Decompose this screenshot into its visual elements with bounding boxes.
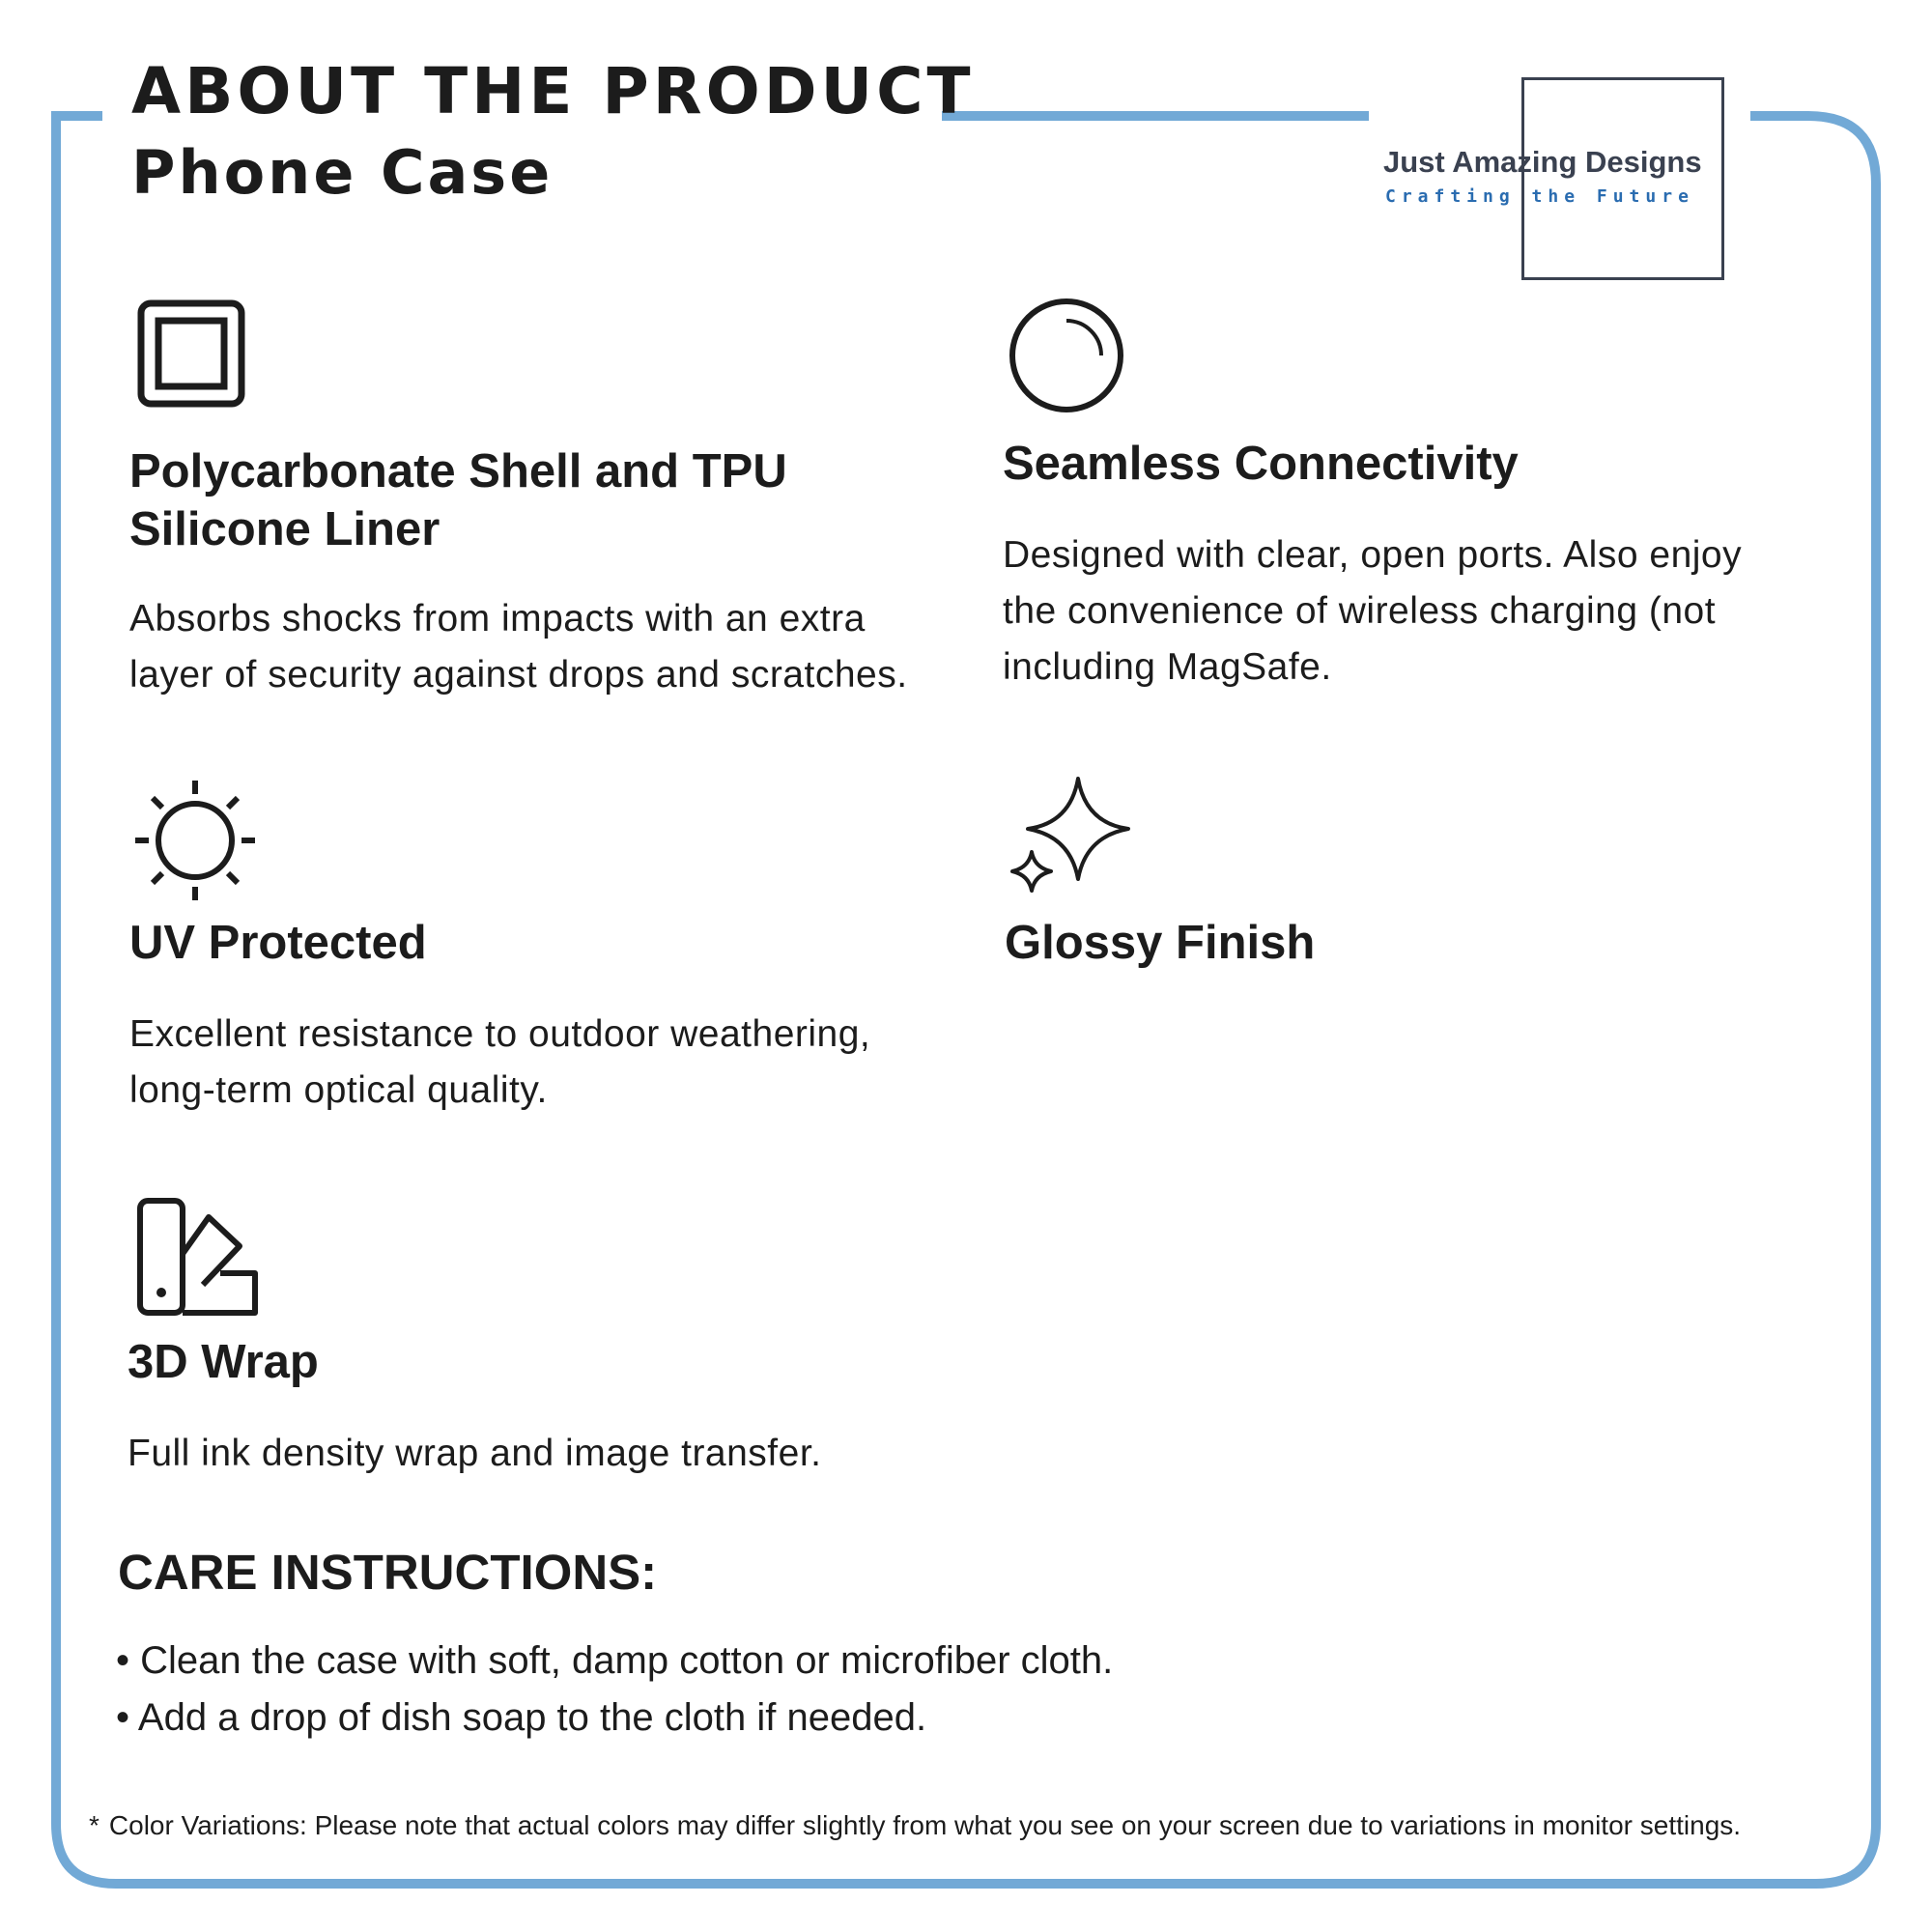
square-frame-icon (135, 298, 251, 413)
logo-tagline: Crafting the Future (1385, 186, 1694, 207)
feature-desc-shell: Absorbs shocks from impacts with an extra layer of security against drops and scratches. (129, 598, 908, 696)
care-heading: CARE INSTRUCTIONS: (118, 1545, 658, 1600)
feature-title-uv: UV Protected (129, 917, 427, 969)
page-subtitle: Phone Case (131, 137, 554, 208)
feature-title-connectivity: Seamless Connectivity (1003, 438, 1519, 490)
footnote-marker: * (89, 1810, 99, 1840)
feature-title-shell: Polycarbonate Shell and TPU Silicone Liner (129, 445, 787, 555)
footnote (89, 1812, 1741, 1839)
care-list (116, 1633, 1113, 1747)
feature-title-wrap: 3D Wrap (128, 1336, 319, 1388)
frame-left-top-segment (56, 116, 1876, 1884)
color-swatch-icon (135, 1196, 261, 1321)
feature-desc-uv: Excellent resistance to outdoor weathering, long-term optical quality. (129, 1013, 871, 1111)
logo-box (1521, 77, 1724, 280)
sun-icon (133, 779, 257, 902)
care-item: • Add a drop of dish soap to the cloth if needed. (116, 1690, 1113, 1747)
care-item: • Clean the case with soft, damp cotton or microfiber cloth. (116, 1633, 1113, 1690)
sparkle-icon (1009, 775, 1134, 900)
feature-title-glossy: Glossy Finish (1005, 917, 1316, 969)
footnote-text: Color Variations: Please note that actual colors may differ slightly from what you see on your screen due to variations in monitor settings. (108, 1810, 1742, 1840)
logo-name: Just Amazing Designs (1383, 145, 1702, 179)
page-title: ABOUT THE PRODUCT (131, 54, 975, 128)
feature-desc-connectivity: Designed with clear, open ports. Also enjoy the convenience of wireless charging (not including MagSafe. (1003, 534, 1743, 688)
feature-desc-wrap: Full ink density wrap and image transfer. (128, 1433, 822, 1474)
circle-arc-icon (1007, 296, 1126, 415)
